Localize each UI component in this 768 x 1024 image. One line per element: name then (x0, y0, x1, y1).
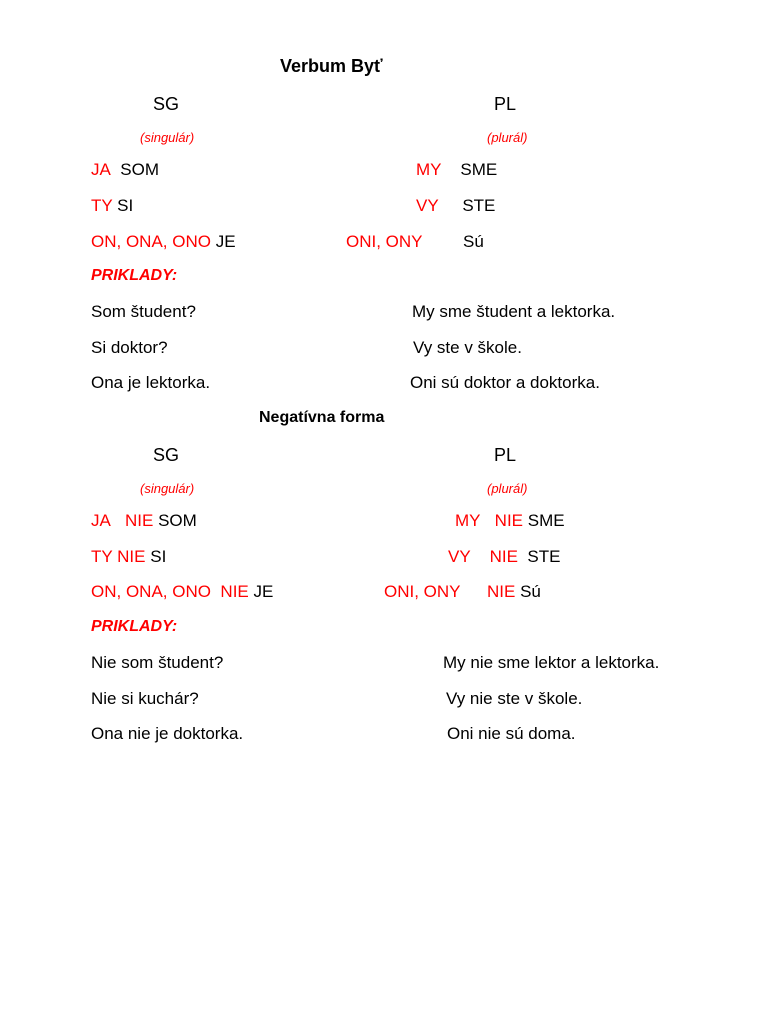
example-right: Oni sú doktor a doktorka. (410, 373, 600, 392)
example-left: Som študent? (91, 302, 196, 321)
conjugation-row-pl (416, 161, 497, 178)
example-left: Si doktor? (91, 338, 168, 357)
examples-label: PRIKLADY: (91, 618, 178, 635)
pronoun: VY (448, 547, 471, 566)
pl-label: PL (494, 445, 517, 465)
conjugation-row-pl (416, 197, 495, 214)
pronoun: TY (91, 547, 113, 566)
section-heading: Negatívna forma (259, 409, 385, 426)
verb-form: STE (462, 196, 496, 215)
pronoun: MY (455, 511, 481, 530)
pronoun: VY (416, 196, 439, 215)
verb-form: Sú (463, 232, 484, 251)
pronoun: ONI, ONY (384, 582, 461, 601)
pronoun: JA (91, 160, 111, 179)
negation: NIE (487, 582, 516, 601)
pronoun: ON, ONA, ONO (91, 232, 211, 251)
verb-form: SI (150, 547, 167, 566)
pl-note: (plurál) (487, 130, 528, 145)
conjugation-row-sg (91, 197, 133, 214)
example-right: My sme študent a lektorka. (412, 302, 616, 321)
conjugation-row-pl (346, 233, 423, 250)
examples-label: PRIKLADY: (91, 267, 178, 284)
example-left: Nie si kuchár? (91, 689, 199, 708)
conjugation-row-pl (455, 512, 565, 529)
negation: NIE (125, 511, 154, 530)
example-left: Nie som študent? (91, 653, 224, 672)
example-right: Oni nie sú doma. (447, 724, 576, 743)
verb-form: JE (215, 232, 236, 251)
conjugation-row-pl (384, 583, 461, 600)
sg-note: (singulár) (140, 481, 195, 496)
pronoun: ONI, ONY (346, 232, 423, 251)
verb-form: STE (527, 547, 561, 566)
example-left: Ona je lektorka. (91, 373, 211, 392)
verb-form: SME (460, 160, 498, 179)
pronoun: TY (91, 196, 113, 215)
conjugation-row-sg (91, 548, 166, 565)
example-right: My nie sme lektor a lektorka. (443, 653, 660, 672)
conjugation-row-sg (91, 512, 197, 529)
negation: NIE (117, 547, 146, 566)
conjugation-row-sg (91, 161, 159, 178)
page-title: Verbum Byť (280, 56, 383, 76)
verb-form: SOM (158, 511, 197, 530)
verb-form: SME (527, 511, 565, 530)
verb-form: JE (253, 582, 274, 601)
negation: NIE (489, 547, 518, 566)
pronoun: ON, ONA, ONO (91, 582, 211, 601)
negation: NIE (494, 511, 524, 530)
conjugation-row-sg (91, 583, 273, 600)
verb-form: SI (117, 196, 134, 215)
conjugation-row-pl-tail (487, 583, 541, 600)
example-right: Vy ste v škole. (413, 338, 522, 357)
negation: NIE (220, 582, 249, 601)
sg-note: (singulár) (140, 130, 195, 145)
sg-label: SG (153, 94, 180, 114)
example-left: Ona nie je doktorka. (91, 724, 244, 743)
pl-label: PL (494, 94, 517, 114)
pronoun: JA (91, 511, 111, 530)
verb-form: Sú (520, 582, 541, 601)
pl-note: (plurál) (487, 481, 528, 496)
verb-form: SOM (120, 160, 160, 179)
pronoun: MY (416, 160, 442, 179)
sg-label: SG (153, 445, 180, 465)
conjugation-row-sg (91, 233, 236, 250)
conjugation-row-pl (448, 548, 560, 565)
example-right: Vy nie ste v škole. (446, 689, 583, 708)
